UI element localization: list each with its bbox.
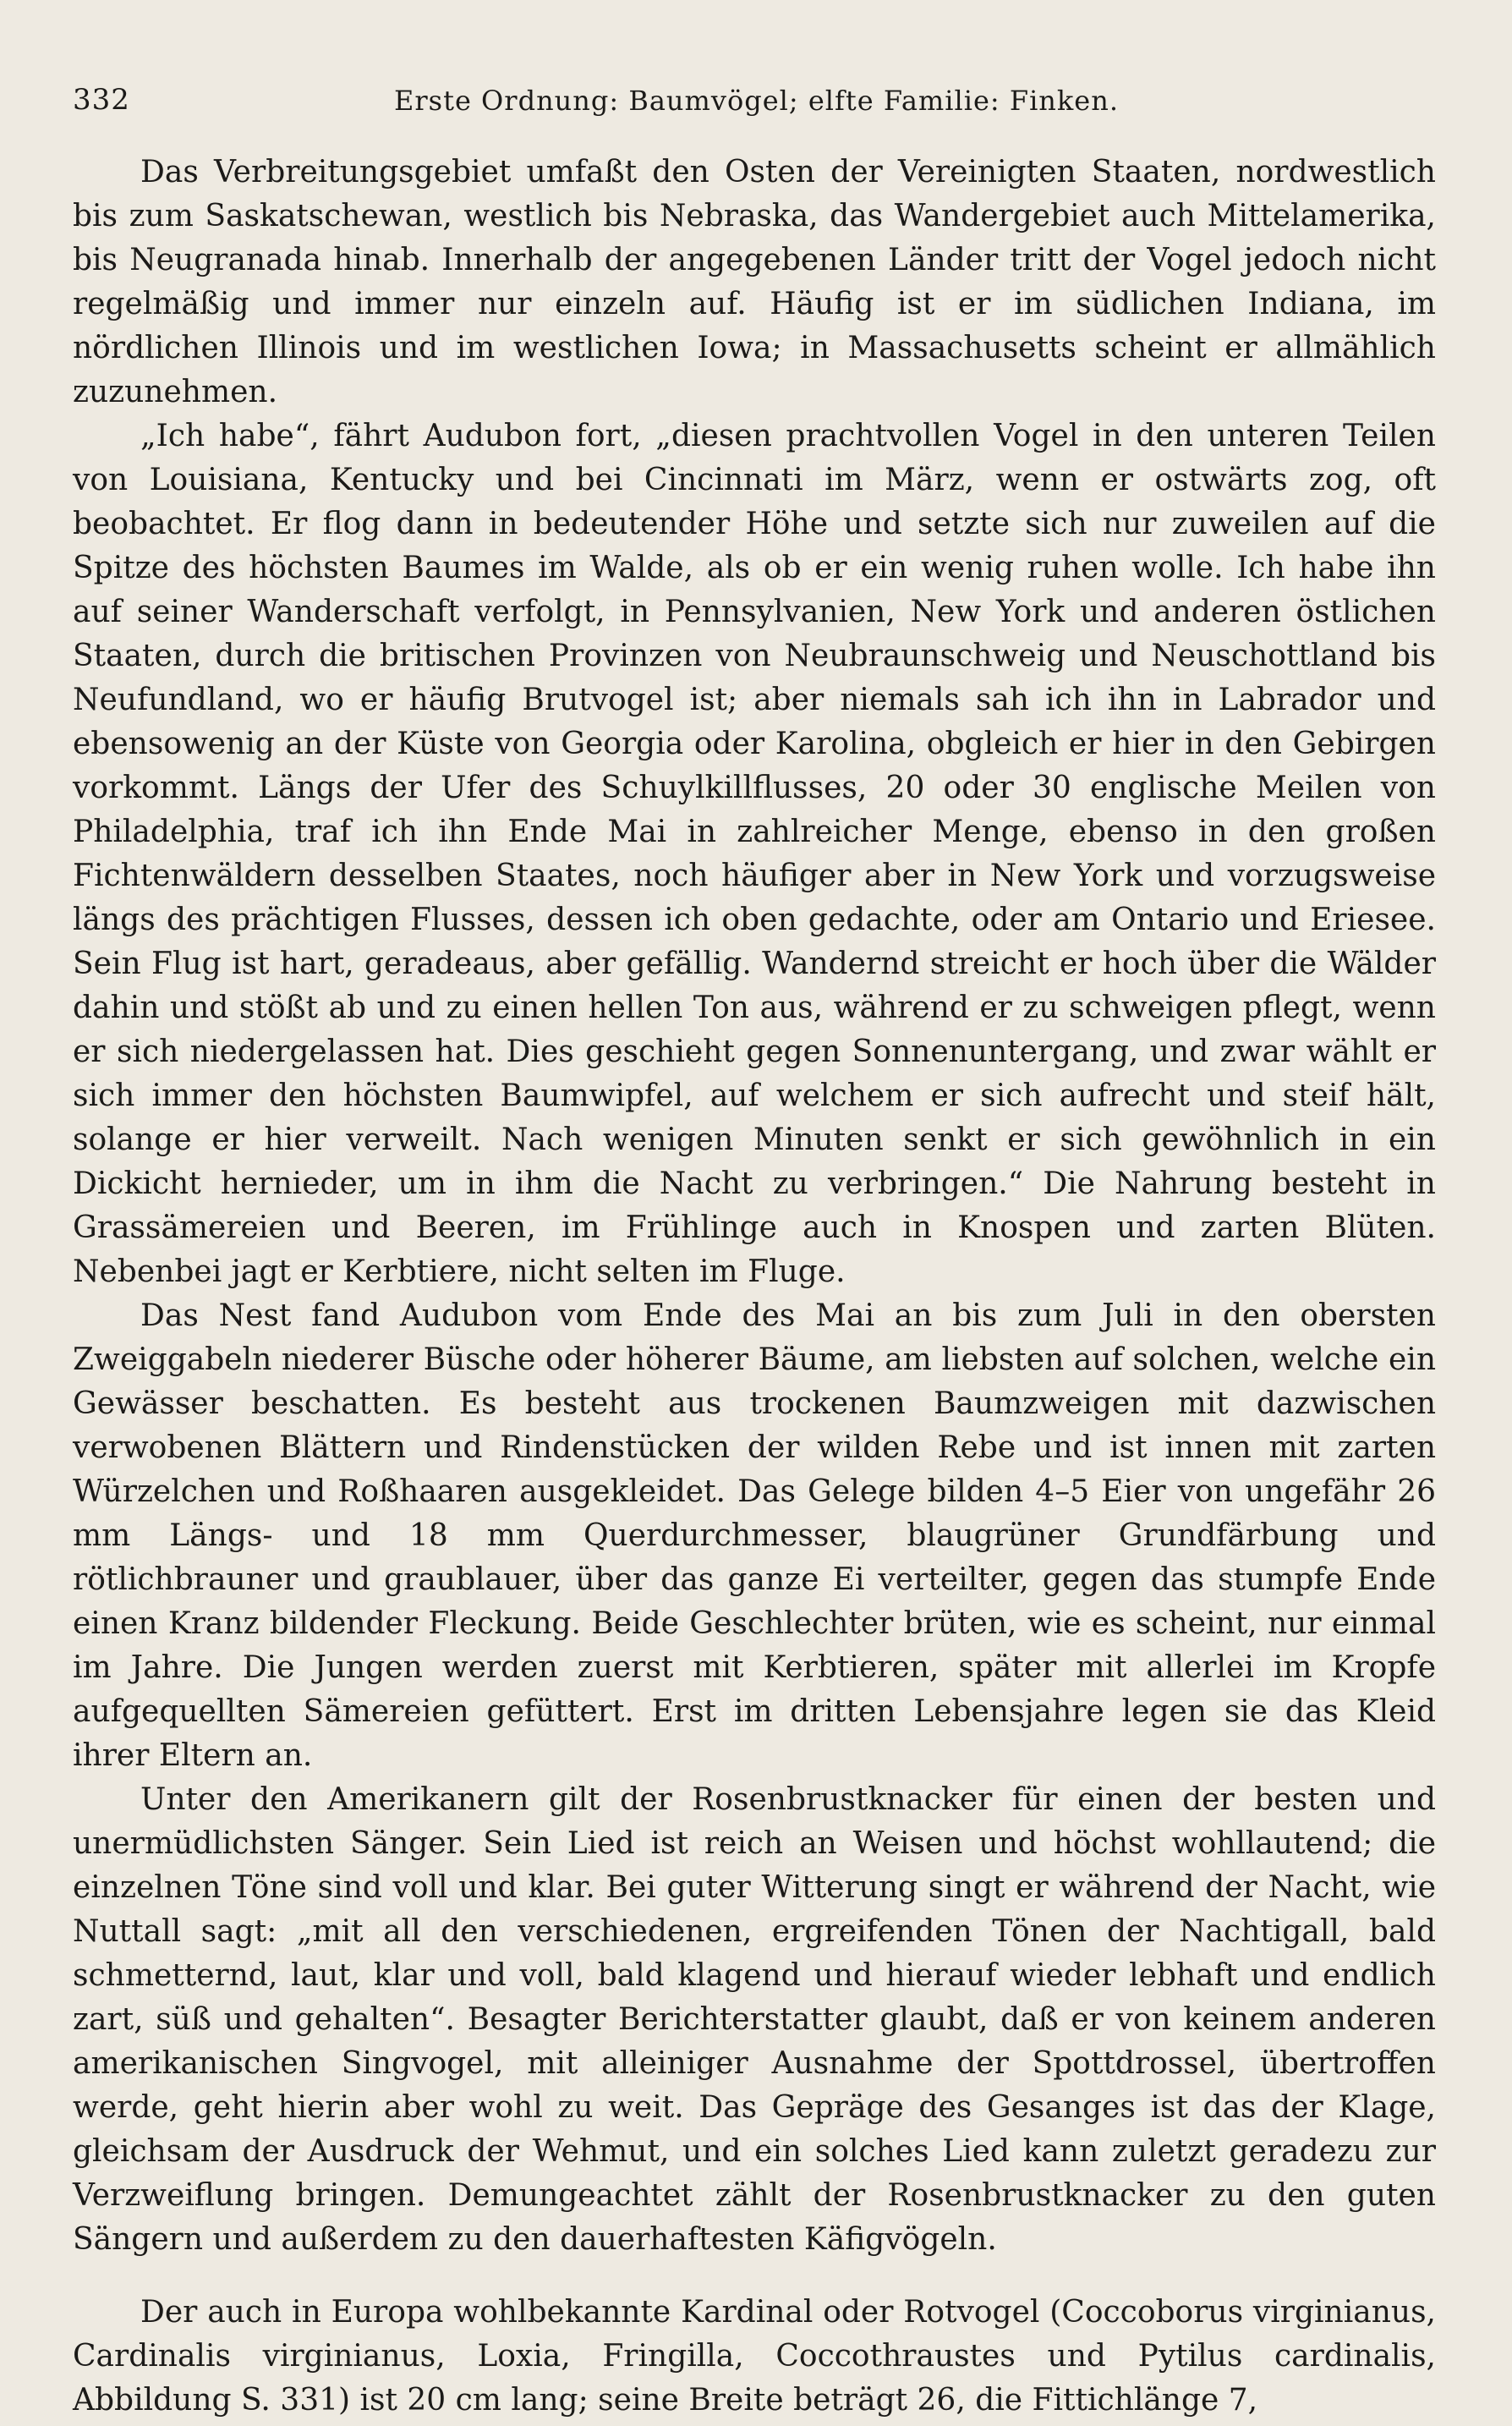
paragraph-audubon-quote: „Ich habe“, fährt Audubon fort, „diesen prachtvollen Vogel in den unteren Teilen von Louisiana, Kentucky und bei Cincinnati im März, wenn er ostwärts zog, oft beobachtet. Er flog dann in bedeutender Höhe und setzte sich nur zuweilen auf die Spitze des höchsten Baumes im Walde, als ob er ein wenig ruhen wolle. Ich habe ihn auf seiner Wanderschaft verfolgt, in Pennsylvanien, New York und anderen östlichen Staaten, durch die britischen Provinzen von Neubraunschweig und Neuschottland bis Neufundland, wo er häufig Brutvogel ist; aber niemals sah ich ihn in Labrador und ebensowenig an der Küste von Georgia oder Karolina, obgleich er hier in den Gebirgen vorkommt. Längs der Ufer des Schuylkillflusses, 20 oder 30 englische Meilen von Philadelphia, traf ich ihn Ende Mai in zahlreicher Menge, ebenso in den großen Fichtenwäldern desselben Staates, noch häufiger aber in New York und vorzugsweise längs des prächtigen Flusses, dessen ich oben gedachte, oder am Ontario und Eriesee. Sein Flug ist hart, geradeaus, aber gefällig. Wandernd streicht er hoch über die Wälder dahin und stößt ab und zu einen hellen Ton aus, während er zu schweigen pflegt, wenn er sich niedergelassen hat. Dies geschieht gegen Sonnenuntergang, und zwar wählt er sich immer den höchsten Baumwipfel, auf welchem er sich aufrecht und steif hält, solange er hier verweilt. Nach wenigen Minuten senkt er sich gewöhnlich in ein Dickicht hernieder, um in ihm die Nacht zu verbringen.“ Die Nahrung besteht in Grassämereien und Beeren, im Frühlinge auch in Knospen und zarten Blüten. Nebenbei jagt er Kerbtiere, nicht selten im Fluge. [73, 419, 1436, 1289]
running-head [73, 83, 1436, 134]
body-text [73, 151, 1436, 2423]
paragraph-range: Das Verbreitungsgebiet umfaßt den Osten der Vereinigten Staaten, nordwestlich bis zum Saskatschewan, westlich bis Nebraska, das Wandergebiet auch Mittelamerika, bis Neugranada hinab. Innerhalb der angegebenen Länder tritt der Vogel jedoch nicht regelmäßig und immer nur einzeln auf. Häufig ist er im südlichen Indiana, im nördlichen Illinois und im westlichen Iowa; in Massachusetts scheint er allmählich zuzunehmen. [73, 155, 1436, 409]
running-title: Erste Ordnung: Baumvögel; elfte Familie: Finken. [394, 85, 1120, 117]
paragraph-song: Unter den Amerikanern gilt der Rosenbrustknacker für einen der besten und unermüdlichsten Sänger. Sein Lied ist reich an Weisen und höchst wohllautend; die einzelnen Töne sind voll und klar. Bei guter Witterung singt er während der Nacht, wie Nuttall sagt: „mit all den verschiedenen, ergreifenden Tönen der Nachtigall, bald schmetternd, laut, klar und voll, bald klagend und hierauf wieder lebhaft und endlich zart, süß und gehalten“. Besagter Berichterstatter glaubt, daß er von keinem anderen amerikanischen Singvogel, mit alleiniger Ausnahme der Spottdrossel, übertroffen werde, geht hierin aber wohl zu weit. Das Gepräge des Gesanges ist das der Klage, gleichsam der Ausdruck der Wehmut, und ein solches Lied kann zuletzt geradezu zur Verzweiflung bringen. Demungeachtet zählt der Rosenbrustknacker zu den guten Sängern und außerdem zu den dauerhaftesten Käfigvögeln. [73, 1782, 1436, 2257]
page-number: 332 [73, 83, 130, 117]
paragraph-nest: Das Nest fand Audubon vom Ende des Mai an bis zum Juli in den obersten Zweiggabeln niederer Büsche oder höherer Bäume, am liebsten auf solchen, welche ein Gewässer beschatten. Es besteht aus trockenen Baumzweigen mit dazwischen verwobenen Blättern und Rindenstücken der wilden Rebe und ist innen mit zarten Würzelchen und Roßhaaren ausgekleidet. Das Gelege bilden 4–5 Eier von ungefähr 26 mm Längs- und 18 mm Querdurchmesser, blaugrüner Grundfärbung und rötlichbrauner und graublauer, über das ganze Ei verteilter, gegen das stumpfe Ende einen Kranz bildender Fleckung. Beide Geschlechter brüten, wie es scheint, nur einmal im Jahre. Die Jungen werden zuerst mit Kerbtieren, später mit allerlei im Kropfe aufgequellten Sämereien gefüttert. Erst im dritten Lebensjahre legen sie das Kleid ihrer Eltern an. [73, 1298, 1436, 1773]
paragraph-cardinal: Der auch in Europa wohlbekannte Kardinal oder Rotvogel (Coccoborus virginianus, Cardinalis virginianus, Loxia, Fringilla, Coccothraustes und Pytilus cardinalis, Abbildung S. 331) ist 20 cm lang; seine Breite beträgt 26, die Fittichlänge 7, [73, 2295, 1436, 2418]
